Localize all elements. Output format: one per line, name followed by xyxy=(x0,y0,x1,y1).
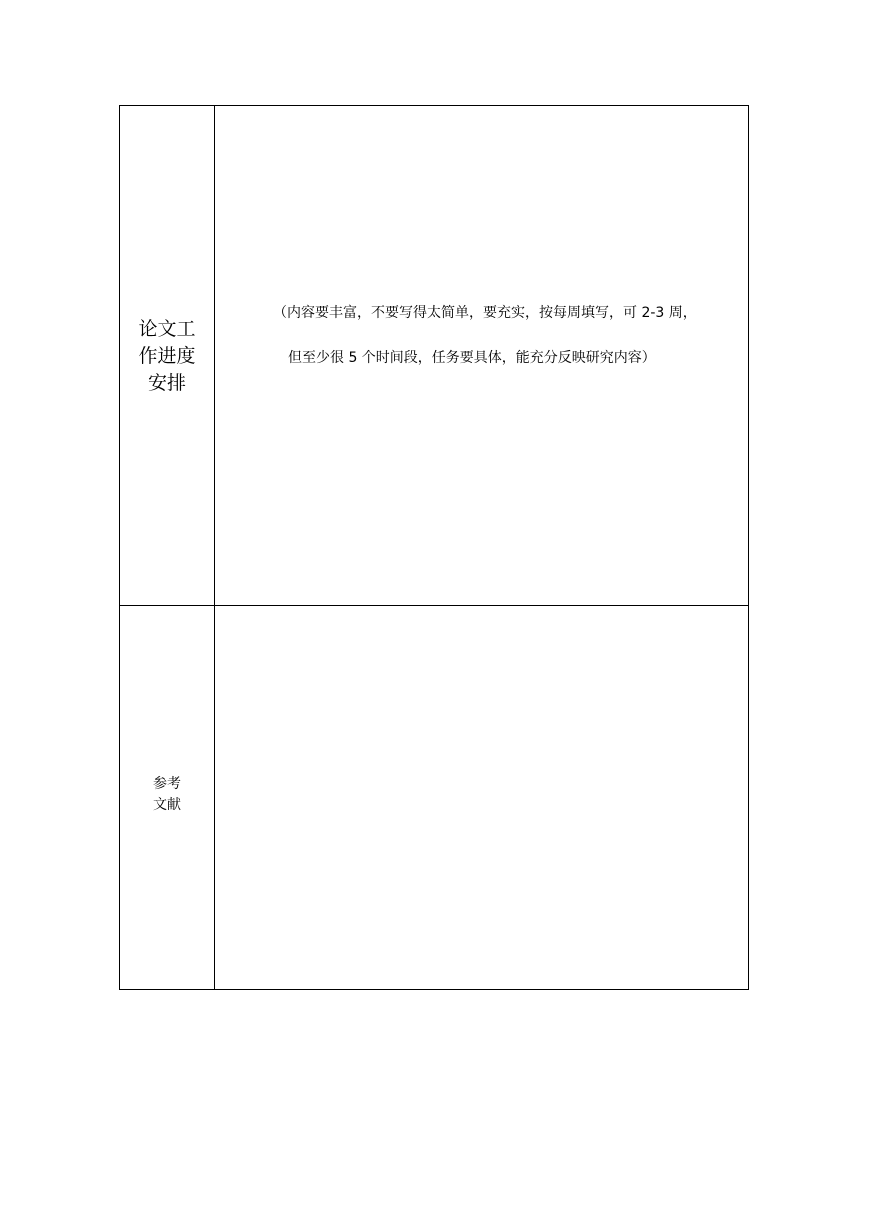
instruction-line-1: （内容要丰富，不要写得太简单，要充实，按每周填写，可 2-3 周， xyxy=(273,305,697,321)
schedule-label: 论文工作进度安排 xyxy=(138,318,196,394)
schedule-label-cell xyxy=(120,106,215,605)
references-label-cell xyxy=(120,605,215,989)
instruction-line-2: 但至少很 5 个时间段，任务要具体，能充分反映研究内容） xyxy=(288,350,656,366)
schedule-instruction xyxy=(273,303,753,368)
references-content-cell[interactable] xyxy=(215,605,748,989)
references-label: 参考文献 xyxy=(153,775,181,813)
thesis-form-table xyxy=(119,105,749,990)
schedule-row xyxy=(120,106,748,606)
schedule-content-cell[interactable] xyxy=(215,106,748,605)
references-row xyxy=(120,605,748,989)
